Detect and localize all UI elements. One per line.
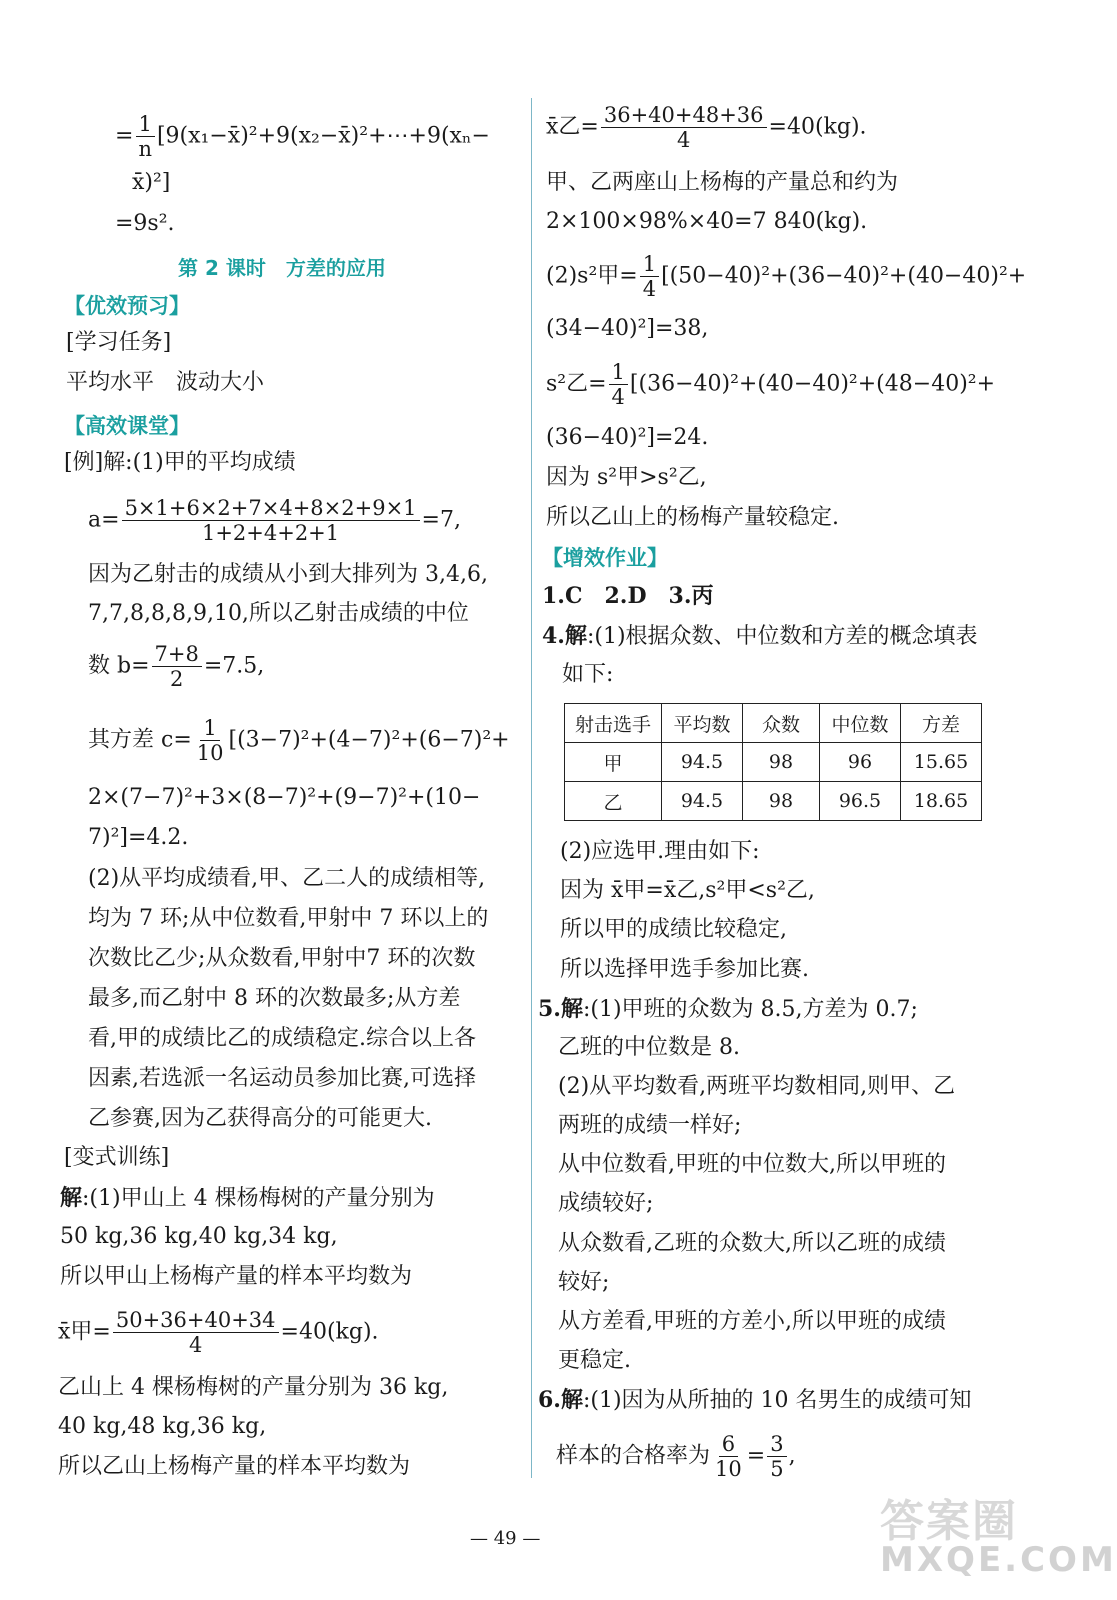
table-header: 方差 xyxy=(901,704,982,743)
text-line: (2)从平均成绩看,甲、乙二人的成绩相等, xyxy=(88,866,486,891)
formula-line: x̄)²] xyxy=(132,170,171,195)
text-line: 看,甲的成绩比乙的成绩稳定.综合以上各 xyxy=(88,1026,476,1051)
table-header: 平均数 xyxy=(662,704,743,743)
text-line: 6.解:(1)因为从所抽的 10 名男生的成绩可知 xyxy=(538,1387,972,1413)
formula-line: (34−40)²]=38, xyxy=(546,316,709,341)
text-line: 4.解:(1)根据众数、中位数和方差的概念填表 xyxy=(542,623,978,649)
text-line: 较好; xyxy=(558,1270,610,1295)
section-tag: 【优效预习】 xyxy=(64,294,190,318)
page-number: — 49 — xyxy=(470,1528,541,1549)
subsection-label: [学习任务] xyxy=(66,330,172,355)
text-line: 次数比乙少;从众数看,甲射中7 环的次数 xyxy=(88,946,476,971)
table-header: 射击选手 xyxy=(565,704,662,743)
watermark-logo: 答案圈 xyxy=(880,1496,1018,1547)
column-divider xyxy=(531,98,532,1478)
text-line: 从中位数看,甲班的中位数大,所以甲班的 xyxy=(558,1152,946,1177)
text-line: 所以甲山上杨梅产量的样本平均数为 xyxy=(60,1264,413,1289)
table-cell: 94.5 xyxy=(662,782,743,821)
formula-line: x̄甲= $\frac{50+36+40+34}{4}$ =40(kg). xyxy=(58,1308,379,1357)
formula-line: x̄乙= $\frac{36+40+48+36}{4}$ =40(kg). xyxy=(546,103,867,152)
text-line: 乙参赛,因为乙获得高分的可能更大. xyxy=(88,1106,432,1131)
text-line: 因为 s²甲>s²乙, xyxy=(546,465,707,490)
section-tag: 【高效课堂】 xyxy=(64,414,190,438)
text-line: 乙班的中位数是 8. xyxy=(558,1035,740,1060)
table-cell: 96 xyxy=(820,743,901,782)
scores-table xyxy=(564,703,982,821)
text-line: 40 kg,48 kg,36 kg, xyxy=(58,1414,267,1439)
text-line: 所以乙山上杨梅产量的样本平均数为 xyxy=(58,1454,411,1479)
table-cell: 98 xyxy=(743,782,820,821)
text-line: 所以乙山上的杨梅产量较稳定. xyxy=(546,505,839,530)
formula-line: s²乙= $\frac{1}{4}$ [(36−40)²+(40−40)²+(48−40)²+ xyxy=(546,360,996,409)
text-line: 50 kg,36 kg,40 kg,34 kg, xyxy=(60,1224,338,1249)
section-tag: 【增效作业】 xyxy=(542,546,668,570)
watermark-url: MXQE.COM xyxy=(880,1540,1117,1580)
table-cell: 98 xyxy=(743,743,820,782)
formula-line: =9s². xyxy=(115,211,175,236)
table-row xyxy=(565,782,982,821)
text-line: 更稳定. xyxy=(558,1348,631,1373)
formula-line: 数 b= $\frac{7+8}{2}$ =7.5, xyxy=(88,642,265,691)
text-line: (2)应选甲.理由如下: xyxy=(560,839,760,864)
text-line: 从方差看,甲班的方差小,所以甲班的成绩 xyxy=(558,1309,946,1334)
text-line: 2×100×98%×40=7 840(kg). xyxy=(546,209,868,234)
table-header: 众数 xyxy=(743,704,820,743)
table-row xyxy=(565,743,982,782)
example-intro: [例]解:(1)甲的平均成绩 xyxy=(64,450,296,475)
formula-line: 2×(7−7)²+3×(8−7)²+(9−7)²+(10− xyxy=(88,785,481,810)
formula-line: 其方差 c= $\frac{1}{10}$ [(3−7)²+(4−7)²+(6−7)²+ xyxy=(88,716,510,765)
answer-line: 1.C 2.D 3.丙 xyxy=(542,583,714,609)
text-line: 最多,而乙射中 8 环的次数最多;从方差 xyxy=(88,986,461,1011)
text-line: 7,7,8,8,8,9,10,所以乙射击成绩的中位 xyxy=(88,601,469,626)
table-cell: 94.5 xyxy=(662,743,743,782)
table-cell: 96.5 xyxy=(820,782,901,821)
text-line: 成绩较好; xyxy=(558,1191,654,1216)
table-header-row xyxy=(565,704,982,743)
table-header: 中位数 xyxy=(820,704,901,743)
text-line: 所以选择甲选手参加比赛. xyxy=(560,957,809,982)
text-line: 因为乙射击的成绩从小到大排列为 3,4,6, xyxy=(88,562,488,587)
table-cell: 18.65 xyxy=(901,782,982,821)
lesson-title: 第 2 课时 方差的应用 xyxy=(178,256,386,280)
formula-line: a= $\frac{5\times 1+6\times 2+7\times 4+8\times 2+9\times 1}{1+2+4+2+1}$ =7, xyxy=(88,496,461,545)
text-line: 5.解:(1)甲班的众数为 8.5,方差为 0.7; xyxy=(538,996,918,1022)
text-line: (2)从平均数看,两班平均数相同,则甲、乙 xyxy=(558,1074,956,1099)
formula-line: = $\frac{1}{n}$ [9(x₁−x̄)²+9(x₂−x̄)²+⋯+9(xₙ− xyxy=(115,112,490,161)
text-line: 两班的成绩一样好; xyxy=(558,1113,742,1138)
text-line: 甲、乙两座山上杨梅的产量总和约为 xyxy=(546,170,899,195)
text-line: 因素,若选派一名运动员参加比赛,可选择 xyxy=(88,1066,476,1091)
formula-line: 样本的合格率为 $\frac{6}{10}$ = $\frac{3}{5}$ , xyxy=(556,1432,796,1481)
table-cell: 15.65 xyxy=(901,743,982,782)
answer-text: 平均水平 波动大小 xyxy=(66,370,265,395)
formula-line: 因为 x̄甲=x̄乙,s²甲<s²乙, xyxy=(560,878,815,903)
text-line: 均为 7 环;从中位数看,甲射中 7 环以上的 xyxy=(88,906,489,931)
formula-line: (2)s²甲= $\frac{1}{4}$ [(50−40)²+(36−40)²+(40−40)²+ xyxy=(546,252,1027,301)
table-cell: 甲 xyxy=(565,743,662,782)
text-line: 如下: xyxy=(562,662,614,687)
text-line: 解:(1)甲山上 4 棵杨梅树的产量分别为 xyxy=(60,1185,435,1211)
formula-line: (36−40)²]=24. xyxy=(546,425,709,450)
text-line: 所以甲的成绩比较稳定, xyxy=(560,917,787,942)
table-cell: 乙 xyxy=(565,782,662,821)
formula-line: 7)²]=4.2. xyxy=(88,825,189,850)
text-line: 乙山上 4 棵杨梅树的产量分别为 36 kg, xyxy=(58,1375,449,1400)
text-line: 从众数看,乙班的众数大,所以乙班的成绩 xyxy=(558,1231,946,1256)
subsection-label: [变式训练] xyxy=(64,1145,170,1170)
